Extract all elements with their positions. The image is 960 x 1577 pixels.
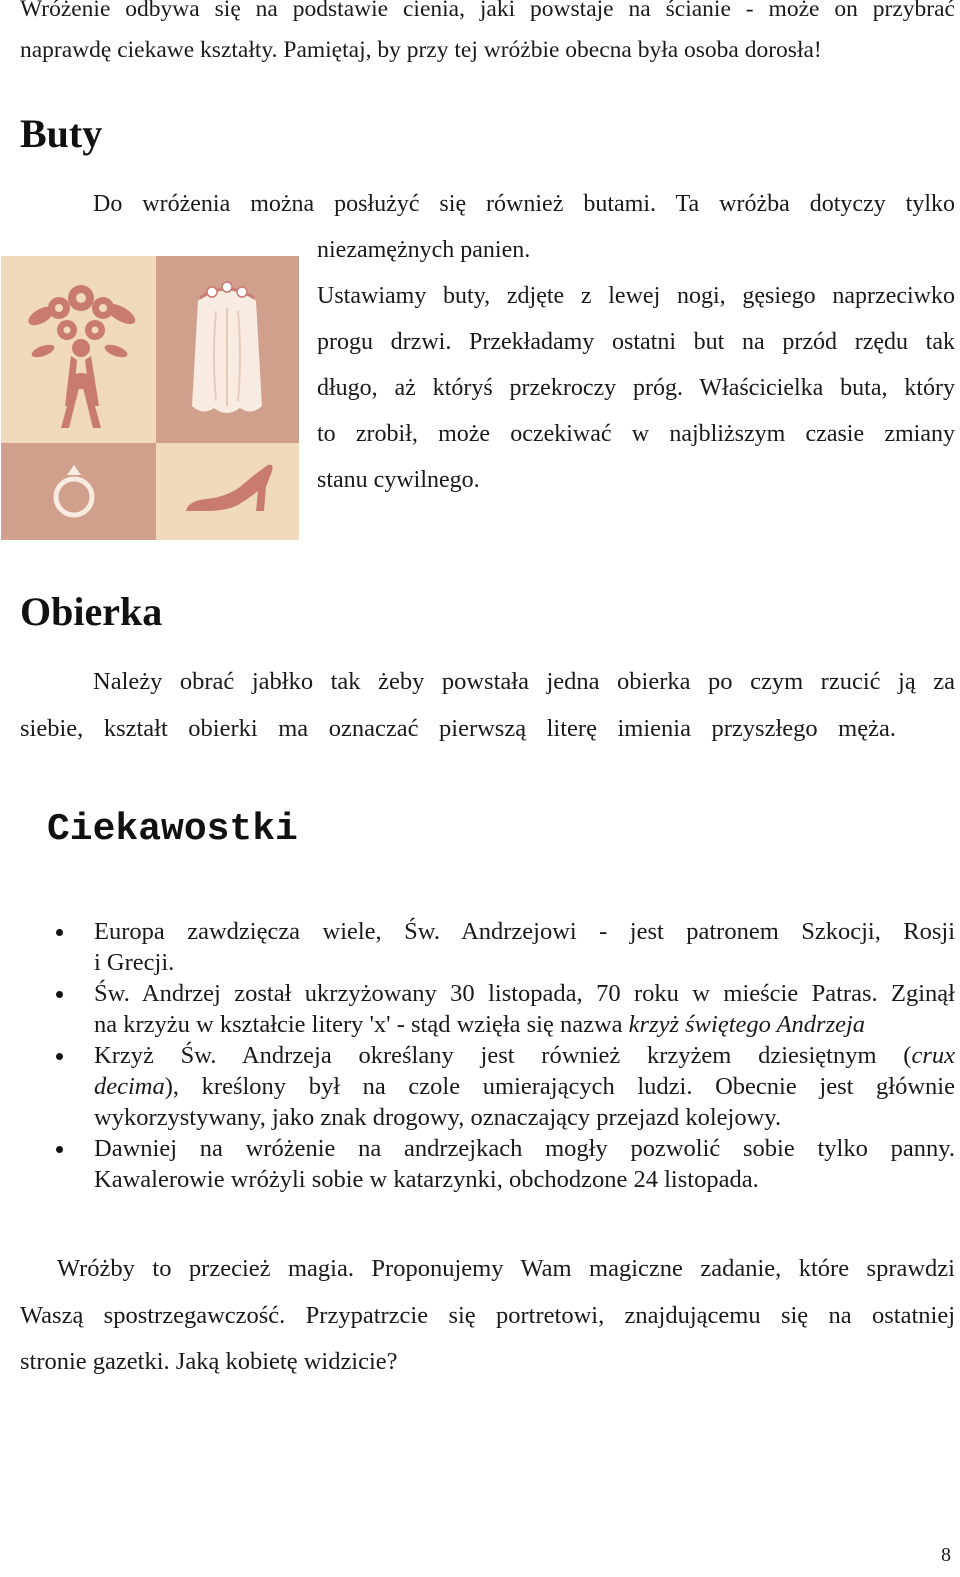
buty-paragraph: [317, 227, 955, 503]
obierka-line: siebie, kształt obierki ma oznaczać pierwszą literę imienia przyszłego męża.: [20, 714, 896, 742]
closing-paragraph: [20, 1246, 955, 1386]
bullet-icon: [56, 1146, 63, 1153]
intro-line: Wróżenie odbywa się na podstawie cienia, jaki powstaje na ścianie - może on przybrać: [20, 0, 955, 22]
list-item: Św. Andrzej został ukrzyżowany 30 listopada, 70 roku w mieście Patras. Zginął na krzyżu w kształcie litery 'x' - stąd wzięła się nazwa krzyż świętego Andrzeja: [94, 978, 955, 1040]
buty-line: stanu cywilnego.: [317, 467, 480, 493]
illustration-tile: [156, 443, 299, 540]
section-heading-obierka: Obierka: [20, 589, 163, 634]
bouquet-icon: [1, 256, 156, 443]
obierka-paragraph: [20, 659, 955, 752]
closing-line: stronie gazetki. Jaką kobietę widzicie?: [20, 1348, 398, 1375]
buty-line: progu drzwi. Przekładamy ostatni but na przód rzędu tak: [317, 329, 955, 355]
buty-line: długo, aż któryś przekroczy próg. Właścicielka buta, który: [317, 375, 955, 401]
intro-line: naprawdę ciekawe kształty. Pamiętaj, by przy tej wróżbie obecna była osoba dorosła!: [20, 37, 822, 63]
illustration-tile: [156, 256, 299, 443]
bullet-icon: [56, 991, 63, 998]
list-item: Krzyż Św. Andrzeja określany jest również krzyżem dziesiętnym (crux decima), kreślony był na czole umierających ludzi. Obecnie jest głównie wykorzystywany, jako znak drogowy, oznaczający przejazd kolejowy.: [94, 1040, 955, 1133]
wedding-illustration: [1, 256, 299, 540]
bullet-icon: [56, 929, 63, 936]
buty-line: Ustawiamy buty, zdjęte z lewej nogi, gęsiego naprzeciwko: [317, 283, 955, 309]
illustration-tile: [1, 443, 156, 540]
ring-icon: [1, 443, 156, 540]
section-heading-buty: Buty: [20, 111, 103, 156]
intro-paragraph: [20, 0, 955, 71]
section-heading-ciekawostki: Ciekawostki: [47, 808, 298, 851]
buty-line: to zrobił, może oczekiwać w najbliższym czasie zmiany: [317, 421, 955, 447]
closing-line: Wróżby to przecież magia. Proponujemy Wam magiczne zadanie, które sprawdzi: [57, 1255, 955, 1282]
bullet-icon: [56, 1053, 63, 1060]
high-heel-shoe-icon: [156, 443, 299, 540]
closing-line: Waszą spostrzegawczość. Przypatrzcie się portretowi, znajdującemu się na ostatniej: [20, 1301, 955, 1329]
illustration-tile: [1, 256, 156, 443]
veil-icon: [156, 256, 299, 443]
facts-list: [94, 916, 955, 1195]
buty-line: niezamężnych panien.: [317, 237, 531, 263]
list-item: Dawniej na wróżenie na andrzejkach mogły pozwolić sobie tylko panny. Kawalerowie wróżyli sobie w katarzynki, obchodzone 24 listopada.: [94, 1133, 955, 1195]
page-number: 8: [941, 1544, 951, 1566]
list-item: Europa zawdzięcza wiele, Św. Andrzejowi - jest patronem Szkocji, Rosji i Grecji.: [94, 916, 955, 978]
obierka-line: Należy obrać jabłko tak żeby powstała jedna obierka po czym rzucić ją za: [93, 668, 955, 695]
buty-line: Do wróżenia można posłużyć się również butami. Ta wróżba dotyczy tylko: [93, 191, 955, 217]
